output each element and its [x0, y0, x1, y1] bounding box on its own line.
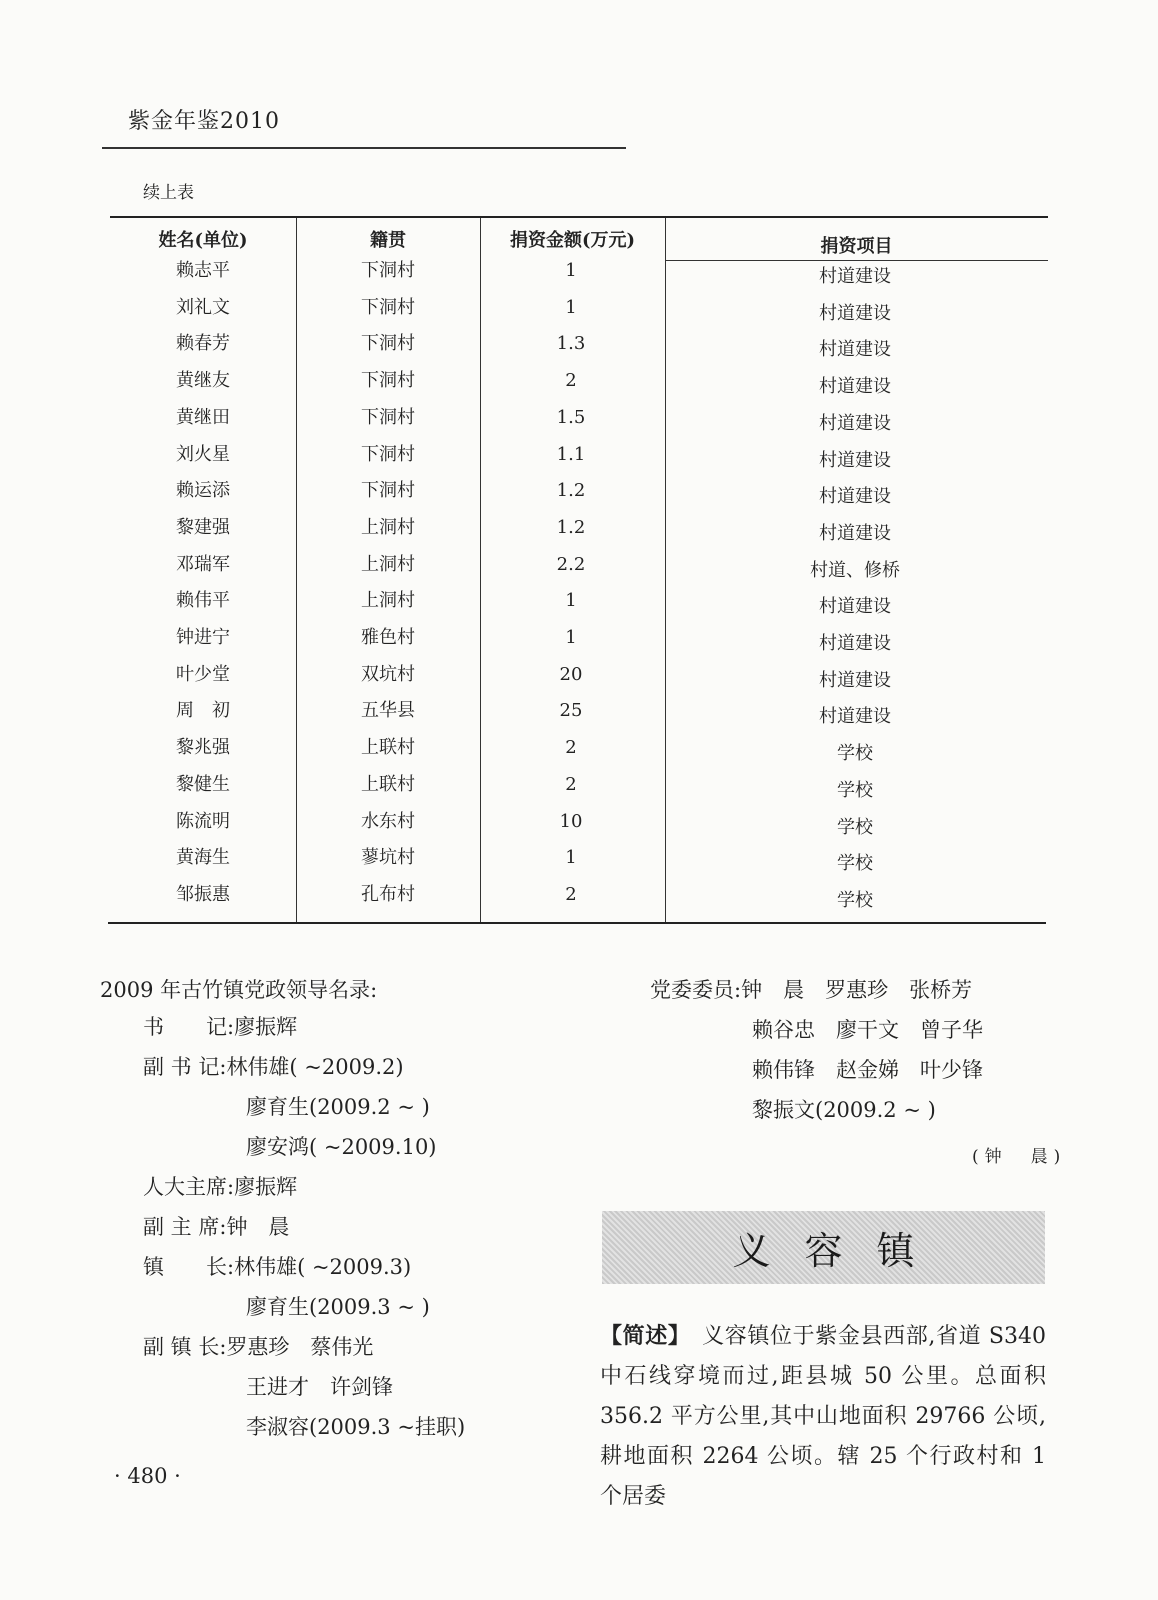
table-header-amount: 捐资金额(万元)	[509, 230, 636, 251]
leader-label: 书 记:	[143, 1015, 235, 1039]
cell-name: 赖春芳	[176, 333, 230, 355]
cell-amount: 1.3	[556, 333, 586, 355]
leader-label: 副 镇 长:	[143, 1335, 227, 1359]
leader-label: 党委委员:	[650, 978, 742, 1002]
cell-amount: 1	[565, 847, 577, 869]
table-row	[110, 441, 1048, 478]
cell-amount: 2	[565, 370, 577, 392]
table-row	[110, 294, 1048, 331]
cell-origin: 蓼坑村	[361, 847, 415, 869]
cell-project: 学校	[837, 853, 873, 875]
table-row	[110, 844, 1048, 881]
cell-project: 学校	[837, 743, 873, 765]
leader-row-npc-chair	[143, 1172, 297, 1202]
cell-origin: 上洞村	[361, 516, 415, 538]
cell-name: 刘火星	[176, 443, 230, 465]
cell-amount: 1	[565, 296, 577, 318]
table-continued-label: 续上表	[143, 183, 194, 203]
table-header-name: 姓名(单位)	[158, 230, 248, 251]
cell-name: 黎建强	[176, 516, 230, 538]
leader-row-committee	[650, 975, 972, 1005]
cell-origin: 下洞村	[361, 406, 415, 428]
cell-project: 学校	[837, 889, 873, 911]
cell-project: 村道建设	[819, 302, 891, 324]
leader-row-mayor: 廖育生(2009.3 ~ )	[246, 1295, 430, 1319]
leader-row-mayor	[143, 1252, 411, 1282]
cell-origin: 上洞村	[361, 553, 415, 575]
leader-value: 廖振辉	[234, 1175, 298, 1199]
cell-project: 学校	[837, 816, 873, 838]
table-row	[110, 881, 1048, 918]
cell-name: 刘礼文	[176, 296, 230, 318]
table-row	[110, 404, 1048, 441]
cell-origin: 下洞村	[361, 480, 415, 502]
cell-origin: 双坑村	[361, 663, 415, 685]
cell-amount: 1.1	[556, 443, 586, 465]
cell-project: 村道建设	[819, 339, 891, 361]
cell-amount: 1	[565, 260, 577, 281]
cell-project: 村道建设	[819, 522, 891, 544]
leader-row-deputy-secretary: 廖育生(2009.2 ~ )	[246, 1095, 430, 1119]
cell-name: 陈流明	[176, 810, 230, 832]
table-row	[110, 330, 1048, 367]
leader-value: 林伟雄( ~2009.2)	[226, 1055, 404, 1079]
cell-amount: 1	[565, 627, 577, 648]
cell-amount: 1.5	[556, 406, 586, 428]
cell-amount: 1.2	[556, 480, 586, 502]
cell-project: 村道、修桥	[810, 559, 900, 581]
cell-origin: 下洞村	[361, 370, 415, 392]
table-row	[110, 551, 1048, 588]
table-row	[110, 697, 1048, 734]
running-head: 紫金年鉴2010	[128, 109, 280, 134]
leader-value: 罗惠珍 蔡伟光	[226, 1335, 374, 1359]
cell-name: 赖志平	[176, 260, 230, 281]
author-credit: (钟 晨)	[972, 1147, 1067, 1167]
cell-name: 黎兆强	[176, 737, 230, 759]
table-row	[110, 477, 1048, 514]
leader-value: 钟 晨	[226, 1215, 290, 1239]
table-header-project: 捐资项目	[820, 236, 893, 257]
cell-project: 村道建设	[819, 669, 891, 691]
cell-origin: 雅色村	[361, 627, 415, 648]
cell-amount: 10	[559, 810, 583, 832]
cell-project: 村道建设	[819, 449, 891, 471]
cell-amount: 20	[559, 663, 583, 685]
section-heading: 义容镇	[732, 1229, 949, 1273]
leader-row-committee: 赖伟锋 赵金娣 叶少锋	[752, 1058, 983, 1082]
section-body	[600, 1317, 1046, 1517]
table-row	[110, 771, 1048, 808]
cell-project: 村道建设	[819, 633, 891, 654]
cell-origin: 水东村	[361, 810, 415, 832]
cell-project: 村道建设	[819, 376, 891, 398]
cell-project: 学校	[837, 779, 873, 801]
cell-project: 村道建设	[819, 706, 891, 728]
page-number: · 480 ·	[114, 1464, 181, 1488]
cell-origin: 下洞村	[361, 443, 415, 465]
cell-name: 周 初	[176, 700, 230, 722]
table-row	[110, 808, 1048, 845]
leader-row-deputy-mayor	[143, 1332, 373, 1362]
table-row	[110, 257, 1048, 294]
cell-name: 叶少堂	[176, 663, 230, 685]
cell-name: 邓瑞军	[176, 553, 230, 575]
leader-label: 镇 长:	[143, 1255, 235, 1279]
cell-origin: 上联村	[361, 737, 415, 759]
cell-amount: 25	[559, 700, 583, 722]
section-heading-banner	[602, 1211, 1045, 1284]
cell-amount: 2.2	[556, 553, 586, 575]
table-header-origin: 籍贯	[370, 230, 406, 251]
leader-row-deputy-mayor: 王进才 许剑锋	[246, 1375, 393, 1399]
cell-name: 钟进宁	[176, 627, 230, 648]
leaders-title: 2009 年古竹镇党政领导名录:	[100, 978, 378, 1002]
leader-label: 副 书 记:	[143, 1055, 227, 1079]
cell-name: 邹振惠	[176, 883, 230, 905]
table-row	[110, 624, 1048, 661]
cell-name: 赖运添	[176, 480, 230, 502]
cell-name: 黄海生	[176, 847, 230, 869]
leader-row-vice-chair	[143, 1212, 289, 1242]
cell-name: 黎健生	[176, 773, 230, 795]
cell-origin: 孔布村	[361, 883, 415, 905]
cell-name: 赖伟平	[176, 590, 230, 612]
section-body-text: 义容镇位于紫金县西部,省道 S340 中石线穿境而过,距县城 50 公里。总面积 356.2 平方公里,其中山地面积 29766 公顷,耕地面积 2264 公顷。辖 25 个行政村和 1 个居委	[600, 1324, 1046, 1509]
table-row	[110, 514, 1048, 551]
cell-amount: 2	[565, 883, 577, 905]
cell-project: 村道建设	[819, 412, 891, 434]
leader-value: 钟 晨 罗惠珍 张桥芳	[741, 978, 973, 1002]
table-row	[110, 734, 1048, 771]
leader-row-deputy-secretary: 廖安鸿( ~2009.10)	[246, 1135, 437, 1159]
cell-origin: 下洞村	[361, 260, 415, 281]
table-row	[110, 367, 1048, 404]
cell-origin: 五华县	[361, 700, 415, 722]
leader-row-committee: 赖谷忠 廖干文 曾子华	[752, 1018, 983, 1042]
cell-amount: 2	[565, 773, 577, 795]
cell-name: 黄继田	[176, 406, 230, 428]
leader-value: 廖振辉	[234, 1015, 298, 1039]
cell-origin: 下洞村	[361, 333, 415, 355]
leader-value: 林伟雄( ~2009.3)	[234, 1255, 412, 1279]
cell-amount: 2	[565, 737, 577, 759]
leader-label: 人大主席:	[143, 1175, 235, 1199]
cell-amount: 1.2	[556, 516, 586, 538]
cell-origin: 上洞村	[361, 590, 415, 612]
cell-project: 村道建设	[819, 596, 891, 618]
cell-name: 黄继友	[176, 370, 230, 392]
section-tag: 【简述】	[600, 1324, 680, 1349]
table-row	[110, 661, 1048, 698]
table-row	[110, 587, 1048, 624]
leader-row-deputy-secretary	[143, 1052, 404, 1082]
cell-amount: 1	[565, 590, 577, 612]
leader-row-secretary	[143, 1012, 297, 1042]
leader-row-deputy-mayor: 李淑容(2009.3 ~挂职)	[246, 1415, 466, 1439]
cell-origin: 下洞村	[361, 296, 415, 318]
cell-project: 村道建设	[819, 486, 891, 508]
leader-row-committee: 黎振文(2009.2 ~ )	[752, 1098, 936, 1122]
table-bottom-rule	[108, 922, 1046, 924]
cell-origin: 上联村	[361, 773, 415, 795]
header-rule	[102, 147, 626, 149]
leader-label: 副 主 席:	[143, 1215, 227, 1239]
cell-project: 村道建设	[819, 266, 891, 287]
table-top-rule	[110, 216, 1048, 218]
